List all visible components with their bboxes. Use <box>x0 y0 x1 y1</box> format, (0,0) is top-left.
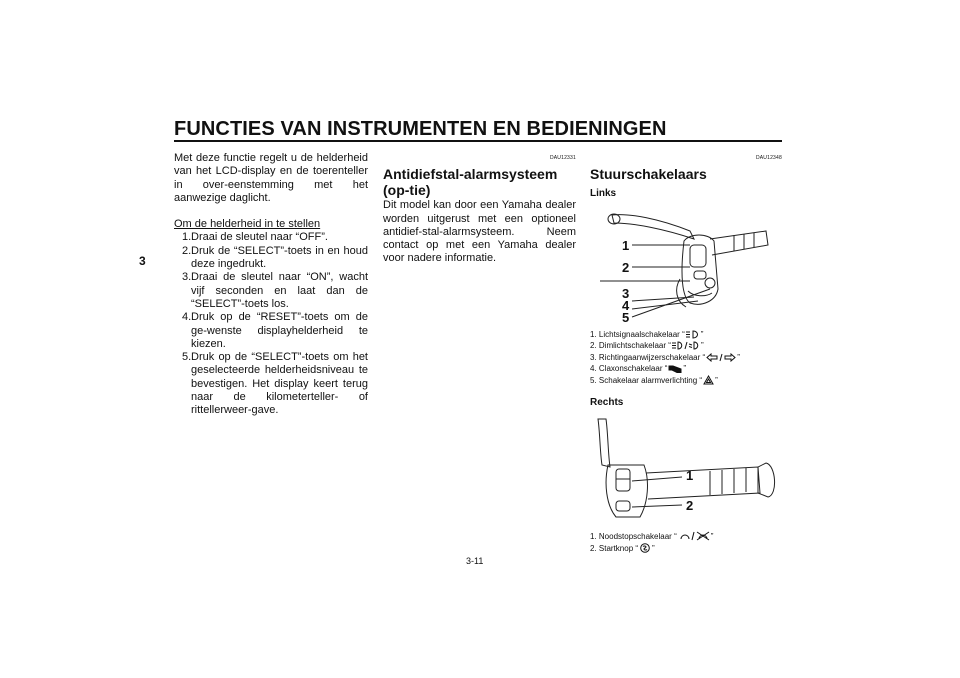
right-switch-label: Rechts <box>590 397 624 409</box>
step-text: Draai de sleutel naar “ON”, wacht vijf seconden en laat dan de “SELECT”-toets los. <box>191 271 368 310</box>
list-item <box>590 531 782 543</box>
legend-number: 3. <box>590 352 597 362</box>
callout-2: 2 <box>686 498 694 514</box>
legend-quote: ” <box>715 375 718 385</box>
step-text: Druk de “SELECT”-toets in en houd deze ingedrukt. <box>191 244 368 271</box>
legend-quote: ” <box>700 329 704 339</box>
step-number: 3. <box>182 271 192 284</box>
list-item <box>174 231 368 244</box>
legend-number: 1. <box>590 329 597 339</box>
section-code: DAU12348 <box>755 155 782 161</box>
legend-number: 2. <box>590 341 597 351</box>
step-number: 2. <box>182 244 192 257</box>
list-item <box>174 245 368 272</box>
legend-quote: ” <box>700 341 704 351</box>
left-handlebar-illustration <box>590 205 782 323</box>
step-text: Druk op de “SELECT”-toets om het geselecteerde helderheidsniveau te bevestigen. Het display keert terug naar de kilometerteller- of rittellerweer-gave. <box>191 351 368 417</box>
high-beam-icon <box>686 330 700 339</box>
engine-stop-icon <box>678 531 710 541</box>
callout-1: 1 <box>622 237 630 253</box>
turn-signal-icon <box>706 353 736 362</box>
legend-text: Claxonschakelaar “ <box>598 364 668 374</box>
callout-3: 3 <box>622 285 630 301</box>
left-switch-legend <box>590 329 782 387</box>
callout-4: 4 <box>622 297 630 313</box>
page-number: 3-11 <box>466 556 484 566</box>
list-item <box>590 340 782 352</box>
list-item <box>174 351 368 417</box>
list-item <box>174 271 368 311</box>
legend-quote: ” <box>710 532 714 542</box>
brightness-subheading: Om de helderheid in te stellen <box>174 218 321 231</box>
start-icon <box>639 543 651 553</box>
intro-paragraph: Met deze functie regelt u de helderheid van het LCD-display en de toerenteller in over-eenstemming met het aanwezige daglicht. <box>174 152 368 204</box>
legend-text: Richtingaanwijzerschakelaar “ <box>598 352 706 362</box>
hazard-icon <box>703 375 714 385</box>
page-title: FUNCTIES VAN INSTRUMENTEN EN BEDIENINGEN <box>174 118 667 140</box>
legend-number: 4. <box>590 364 597 374</box>
dimmer-icon <box>672 341 700 350</box>
middle-column <box>383 152 576 266</box>
legend-quote: ” <box>683 364 687 374</box>
step-text: Druk op de “RESET”-toets om de ge-wenste displayhelderheid te kiezen. <box>191 311 368 350</box>
legend-number: 1. <box>590 532 597 542</box>
step-number: 1. <box>182 231 192 244</box>
section-body: Dit model kan door een Yamaha dealer worden uitgerust met een optioneel antidief-stal-alarmsysteem. Neem contact op met een Yamaha dealer voor nadere informatie. <box>383 199 576 265</box>
section-title: Stuurschakelaars <box>590 166 707 183</box>
list-item <box>174 311 368 351</box>
legend-text: Noodstopschakelaar “ <box>598 532 677 542</box>
legend-number: 2. <box>590 543 597 553</box>
callout-1: 1 <box>686 468 694 484</box>
list-item <box>590 329 782 341</box>
legend-text: Schakelaar alarmverlichting “ <box>598 375 703 385</box>
section-code: DAU12331 <box>549 155 576 161</box>
legend-quote: ” <box>737 352 740 362</box>
legend-text: Startknop “ <box>598 543 639 553</box>
chapter-tab: 3 <box>139 254 146 268</box>
list-item <box>590 352 782 364</box>
step-number: 5. <box>182 351 192 364</box>
horn-icon <box>668 364 682 373</box>
right-switch-legend <box>590 531 782 554</box>
left-switch-label: Links <box>590 188 617 200</box>
title-rule <box>174 140 782 142</box>
step-text: Draai de sleutel naar “OFF”. <box>191 231 328 244</box>
list-item <box>590 363 782 375</box>
legend-number: 5. <box>590 375 597 385</box>
callout-2: 2 <box>622 259 630 275</box>
step-number: 4. <box>182 311 192 324</box>
list-item <box>590 375 782 387</box>
left-handlebar-figure <box>590 205 782 323</box>
right-handlebar-figure <box>590 413 782 525</box>
legend-quote: ” <box>652 543 655 553</box>
right-column <box>590 152 782 554</box>
left-column <box>174 152 368 418</box>
section-title: Antidiefstal-alarmsysteem (op-tie) <box>383 166 558 199</box>
legend-text: Lichtsignaalschakelaar “ <box>598 329 685 339</box>
brightness-steps <box>174 231 368 417</box>
callout-5: 5 <box>622 309 630 325</box>
legend-text: Dimlichtschakelaar “ <box>598 341 671 351</box>
list-item <box>590 543 782 555</box>
